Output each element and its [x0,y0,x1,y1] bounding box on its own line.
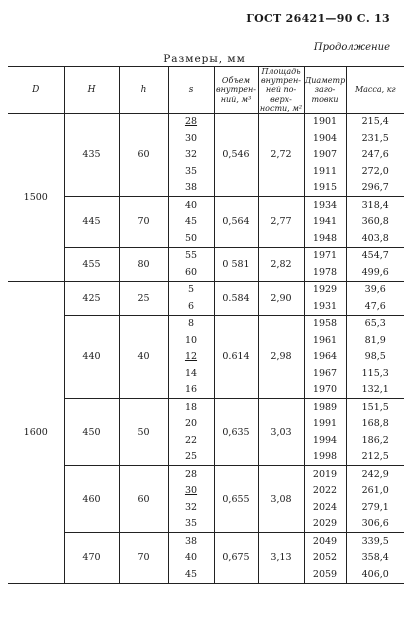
cell-mass: 132,1 [346,382,404,399]
cell-mass: 65,3 [346,315,404,332]
table-row [8,197,404,214]
cell-s [168,449,214,466]
cell-s-value: 14 [184,367,198,379]
cell-s-value: 10 [184,334,198,346]
cell-mass: 454,7 [346,247,404,264]
cell-s-value: 40 [184,552,198,564]
cell-diameter: 2029 [304,516,346,533]
cell-diameter: 1961 [304,332,346,349]
col-header-diameter: Диаметр заго-товки [304,67,346,114]
col-header-s: s [168,67,214,114]
cell-s-value: 40 [184,199,198,211]
cell-s-value: 32 [184,501,198,513]
cell-s-value: 5 [187,284,195,296]
cell-h-upper: 460 [64,466,119,533]
cell-s-value: 60 [184,266,198,278]
cell-h-lower: 70 [119,533,168,584]
cell-s-value: 6 [187,300,195,312]
cell-s [168,147,214,164]
cell-h-lower: 60 [119,113,168,197]
cell-mass: 358,4 [346,550,404,567]
cell-s-value: 18 [184,401,198,413]
header-row [8,67,404,114]
cell-s-value: 38 [184,535,198,547]
cell-mass: 360,8 [346,214,404,231]
cell-mass: 279,1 [346,499,404,516]
cell-s [168,130,214,147]
table-row [8,466,404,483]
cell-volume: 0,546 [214,113,258,197]
cell-diameter: 1991 [304,416,346,433]
cell-mass: 186,2 [346,432,404,449]
cell-diameter: 1915 [304,180,346,197]
cell-s [168,247,214,264]
cell-s [168,382,214,399]
cell-s-value: 32 [184,149,198,161]
cell-s [168,483,214,500]
cell-d: 1500 [8,113,64,281]
cell-mass: 98,5 [346,349,404,366]
cell-mass: 215,4 [346,113,404,130]
cell-mass: 296,7 [346,180,404,197]
cell-h-upper: 455 [64,247,119,281]
cell-diameter: 2019 [304,466,346,483]
cell-s [168,499,214,516]
cell-area: 2,72 [258,113,304,197]
cell-volume: 0,635 [214,399,258,466]
cell-mass: 231,5 [346,130,404,147]
cell-s [168,163,214,180]
cell-s-value: 28 [184,468,198,480]
cell-s-value: 12 [184,351,198,363]
table-row [8,315,404,332]
cell-s [168,230,214,247]
col-header-h-lower: h [119,67,168,114]
cell-area: 3,03 [258,399,304,466]
cell-h-lower: 80 [119,247,168,281]
cell-mass: 212,5 [346,449,404,466]
cell-diameter: 2022 [304,483,346,500]
cell-s [168,197,214,214]
cell-diameter: 1929 [304,281,346,298]
cell-h-lower: 50 [119,399,168,466]
cell-diameter: 1907 [304,147,346,164]
cell-s-value: 45 [184,216,198,228]
col-header-volume: Объем внутрен-ний, м³ [214,67,258,114]
cell-s [168,399,214,416]
cell-h-upper: 425 [64,281,119,315]
cell-diameter: 1994 [304,432,346,449]
cell-diameter: 2049 [304,533,346,550]
col-header-mass: Масса, кг [346,67,404,114]
table-row [8,399,404,416]
cell-diameter: 1911 [304,163,346,180]
cell-mass: 115,3 [346,365,404,382]
cell-s-value: 35 [184,518,198,530]
cell-s-value: 55 [184,250,198,262]
cell-mass: 247,6 [346,147,404,164]
cell-diameter: 2059 [304,566,346,583]
cell-mass: 499,6 [346,264,404,281]
cell-s-value: 45 [184,568,198,580]
cell-mass: 39,6 [346,281,404,298]
cell-h-upper: 435 [64,113,119,197]
cell-diameter: 1967 [304,365,346,382]
cell-h-lower: 25 [119,281,168,315]
cell-s [168,466,214,483]
cell-diameter: 1941 [304,214,346,231]
cell-area: 3,13 [258,533,304,584]
table-row [8,247,404,264]
cell-mass: 339,5 [346,533,404,550]
cell-mass: 168,8 [346,416,404,433]
cell-volume: 0.584 [214,281,258,315]
cell-s [168,533,214,550]
cell-diameter: 1958 [304,315,346,332]
cell-area: 3,08 [258,466,304,533]
cell-s [168,365,214,382]
continuation-label: Продолжение [313,42,390,53]
cell-diameter: 1998 [304,449,346,466]
cell-d: 1600 [8,281,64,583]
cell-s-value: 38 [184,182,198,194]
cell-s [168,349,214,366]
cell-diameter: 1901 [304,113,346,130]
cell-s [168,432,214,449]
cell-diameter: 2052 [304,550,346,567]
cell-mass: 306,6 [346,516,404,533]
cell-s [168,315,214,332]
cell-volume: 0,564 [214,197,258,248]
cell-s [168,281,214,298]
cell-s-value: 28 [184,116,198,128]
col-header-area: Площадь внутрен-ней по-верх-ности, м² [259,67,303,113]
cell-mass: 261,0 [346,483,404,500]
table-row [8,113,404,130]
cell-diameter: 1904 [304,130,346,147]
cell-s [168,298,214,315]
cell-s [168,416,214,433]
cell-s [168,516,214,533]
sizes-label: Размеры, мм [163,53,246,65]
table-row [8,533,404,550]
cell-s-value: 30 [184,485,198,497]
cell-mass: 81,9 [346,332,404,349]
cell-diameter: 1971 [304,247,346,264]
cell-diameter: 1970 [304,382,346,399]
cell-volume: 0,655 [214,466,258,533]
cell-s [168,113,214,130]
cell-h-lower: 60 [119,466,168,533]
page-header: ГОСТ 26421—90 С. 13 [246,12,390,25]
cell-mass: 47,6 [346,298,404,315]
cell-h-lower: 70 [119,197,168,248]
cell-h-upper: 445 [64,197,119,248]
cell-s-value: 8 [187,318,195,330]
cell-h-upper: 450 [64,399,119,466]
cell-s-value: 16 [184,384,198,396]
cell-s-value: 30 [184,132,198,144]
cell-diameter: 1964 [304,349,346,366]
cell-area: 2,77 [258,197,304,248]
cell-volume: 0,675 [214,533,258,584]
col-header-d: D [8,67,64,114]
table-body [8,113,404,583]
cell-diameter: 1989 [304,399,346,416]
cell-h-upper: 440 [64,315,119,399]
cell-s [168,214,214,231]
cell-h-lower: 40 [119,315,168,399]
cell-s [168,566,214,583]
cell-volume: 0.614 [214,315,258,399]
cell-s-value: 25 [184,451,198,463]
cell-diameter: 2024 [304,499,346,516]
cell-s [168,264,214,281]
cell-diameter: 1978 [304,264,346,281]
cell-volume: 0 581 [214,247,258,281]
cell-mass: 151,5 [346,399,404,416]
cell-h-upper: 470 [64,533,119,584]
cell-diameter: 1934 [304,197,346,214]
cell-mass: 318,4 [346,197,404,214]
cell-area: 2,82 [258,247,304,281]
cell-s-value: 35 [184,165,198,177]
cell-mass: 406,0 [346,566,404,583]
cell-area: 2,98 [258,315,304,399]
cell-s-value: 50 [184,232,198,244]
cell-diameter: 1948 [304,230,346,247]
dimensions-table [8,66,404,584]
col-header-h-upper: H [64,67,119,114]
cell-s-value: 20 [184,418,198,430]
cell-s-value: 22 [184,434,198,446]
cell-mass: 272,0 [346,163,404,180]
cell-mass: 403,8 [346,230,404,247]
cell-s [168,550,214,567]
table-row [8,281,404,298]
cell-area: 2,90 [258,281,304,315]
cell-mass: 242,9 [346,466,404,483]
cell-diameter: 1931 [304,298,346,315]
cell-s [168,180,214,197]
cell-s [168,332,214,349]
